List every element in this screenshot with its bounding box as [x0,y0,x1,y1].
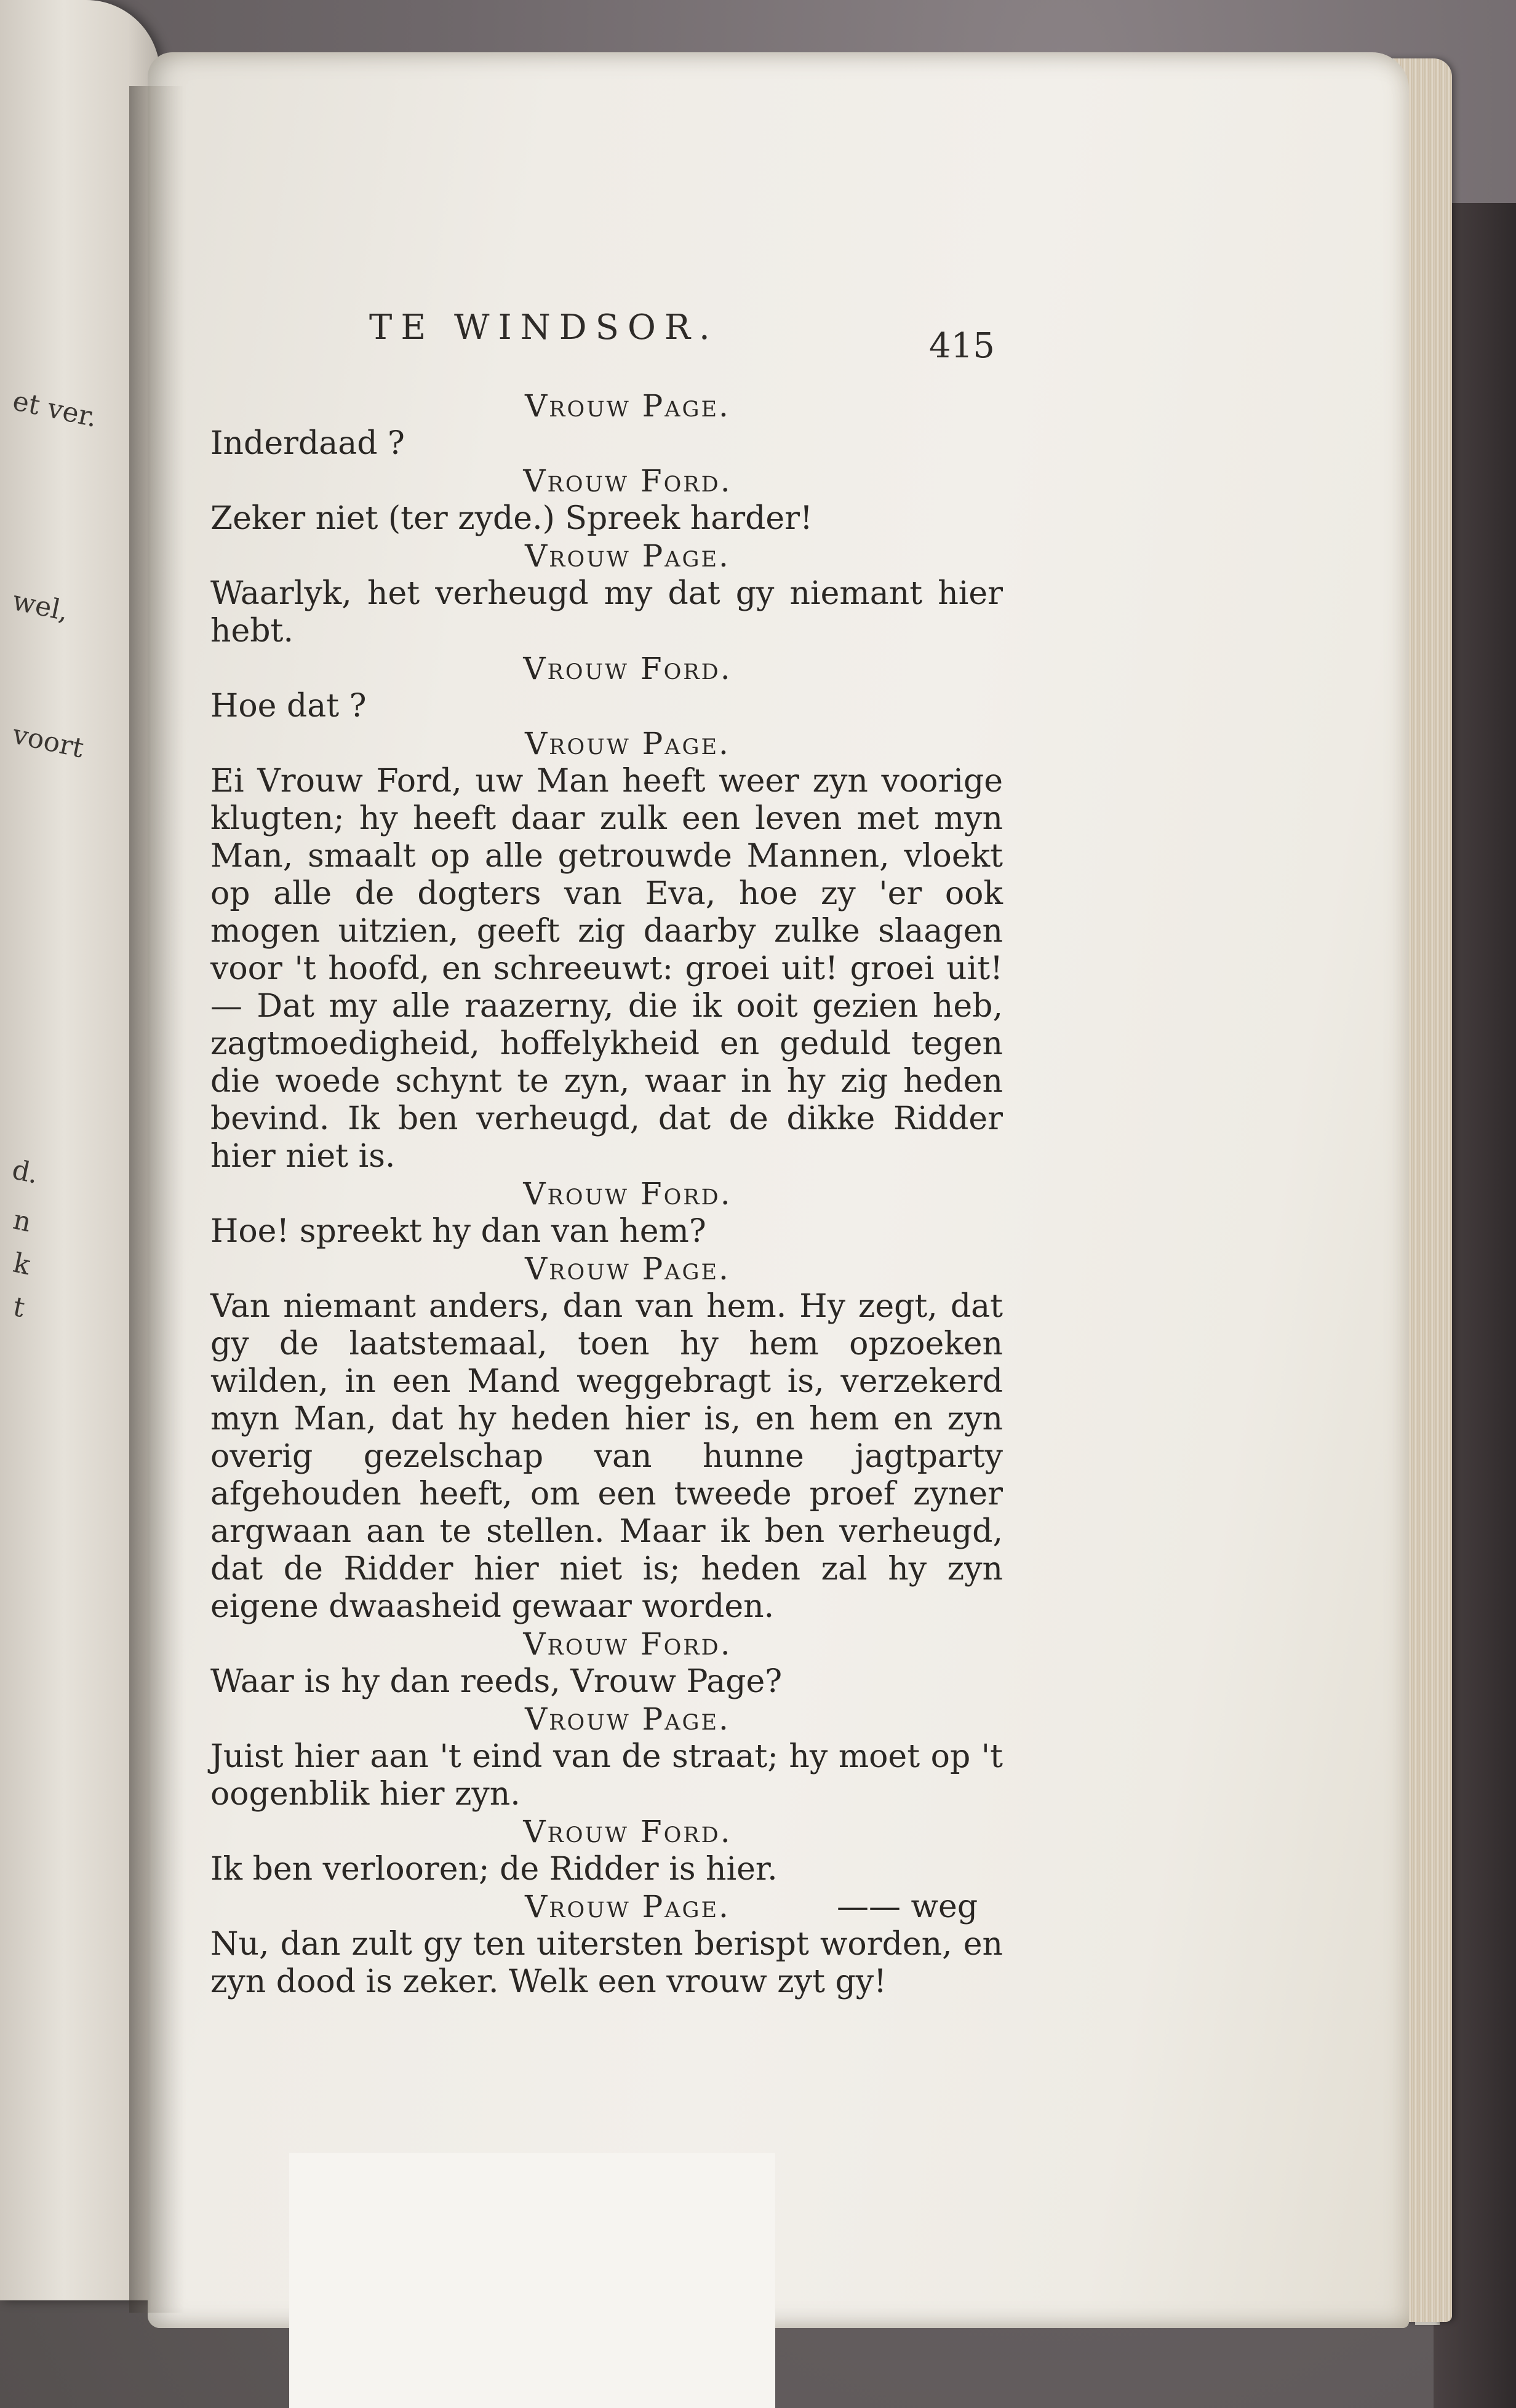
speech-text: Hoe! spreekt hy dan van hem? [210,1213,706,1250]
left-page-fragment: k [10,1247,33,1282]
speaker-name: Vrouw Page. [525,538,730,574]
speaker-name: Vrouw Page. [525,726,730,761]
left-page-fragment: t [10,1290,28,1324]
speaker-name: Vrouw Ford. [523,1626,732,1662]
speech-text: Hoe dat ? [210,688,367,725]
speaker-name: Vrouw Ford. [523,1176,732,1212]
speech-text: Zeker niet (ter zyde.) Spreek harder! [210,500,813,537]
speaker-name: Vrouw Ford. [523,651,732,686]
left-page-fragment: n [10,1204,34,1239]
dialogue-block [203,1175,1003,1250]
left-page-fragment: voort [9,718,87,765]
dialogue-block [203,1701,1003,1813]
speaker-name: Vrouw Ford. [523,463,732,499]
dialogue-block [203,463,1003,538]
running-head: TE WINDSOR. [369,308,719,348]
page-gutter-shadow [129,86,185,2313]
page-number: 415 [929,326,995,366]
speaker-name: Vrouw Ford. [523,1814,732,1850]
left-page-fragment: d. [9,1154,41,1190]
speech-text: Ik ben verlooren; de Ridder is hier. [210,1851,778,1888]
dialogue-text [203,387,1003,2001]
speech-text: Juist hier aan 't eind van de straat; hy moet op 't oogenblik hier zyn. [210,1738,1003,1813]
speech-text: Van niemant anders, dan van hem. Hy zegt, dat gy de laatstemaal, toen hy hem opzoeken wilden, in een Mand weggebragt is, verzekerd myn Man, dat hy heden hier is, en hem en zyn overig gezelschap van hunne jagtparty afgehouden heeft, om een tweede proef zyner argwaan aan te stellen. Maar ik ben verheugd, dat de Ridder hier niet is; heden zal hy zyn eigene dwaasheid gewaar worden. [210,1288,1003,1625]
dialogue-block [203,387,1003,463]
dialogue-block [203,538,1003,650]
left-page-fragment: et ver. [10,385,100,434]
speech-text: Inderdaad ? [210,425,405,462]
dialogue-block [203,1626,1003,1701]
catchword: —— weg [837,1888,978,1925]
dialogue-block [203,650,1003,725]
speech-text: Waar is hy dan reeds, Vrouw Page? [210,1663,783,1700]
left-page-fragment: wel, [9,585,72,627]
speaker-name: Vrouw Page. [525,1889,730,1925]
speaker-name: Vrouw Page. [525,1701,730,1737]
speech-text: Nu, dan zult gy ten uitersten berispt worden, en zyn dood is zeker. Welk een vrouw zyt gy! [210,1926,1003,2000]
speaker-name: Vrouw Page. [525,1251,730,1287]
speech-text: Ei Vrouw Ford, uw Man heeft weer zyn voorige klugten; hy heeft daar zulk een leven met myn Man, smaalt op alle getrouwde Mannen, vloekt op alle de dogters van Eva, hoe zy 'er ook mogen uitzien, geeft zig daarby zulke slaagen voor 't hoofd, en schreeuwt: groei uit! groei uit! — Dat my alle raazerny, die ik ooit gezien heb, zagtmoedigheid, hoffelykheid en geduld tegen die woede schynt te zyn, waar in hy zig heden bevind. Ik ben verheugd, dat de dikke Ridder hier niet is. [210,763,1003,1175]
dialogue-block [203,1813,1003,1888]
speech-text: Waarlyk, het verheugd my dat gy niemant hier hebt. [210,575,1003,650]
dialogue-block [203,1250,1003,1626]
speaker-name: Vrouw Page. [525,388,730,424]
dialogue-block [203,725,1003,1175]
page-bottom-patch [289,2153,775,2408]
